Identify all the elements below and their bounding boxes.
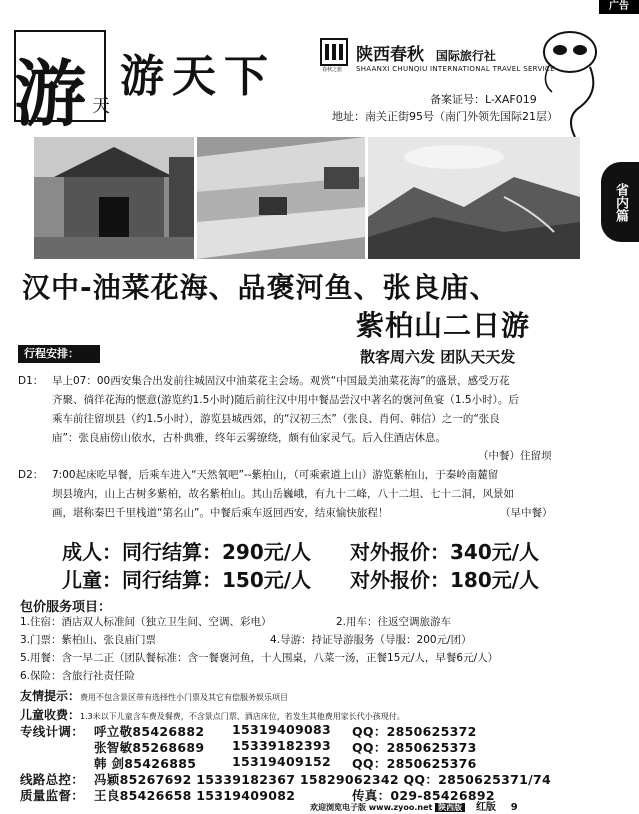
day2-line: 画，堪称秦巴千里栈道“第名山”。中餐后乘车返回西安，结束愉快旅程！ <box>52 507 389 519</box>
qc-label: 质量监督： <box>20 788 85 803</box>
child-out-price-row <box>350 564 539 593</box>
brand-title: 游天下 <box>120 51 276 102</box>
child-price-row <box>62 564 311 593</box>
planner-mobile: 15319409083 <box>232 722 331 737</box>
mask-decoration-icon <box>540 22 600 142</box>
adult-out-price: 340元/人 <box>450 540 540 564</box>
child-fee-text: 1.3米以下儿童含车费及餐费，不含景点门票、酒店床位，若发生其他费用家长代小孩现付。 <box>80 712 405 721</box>
tips-label: 友情提示： <box>20 689 81 703</box>
adult-out-label: 对外报价： <box>350 540 450 564</box>
license-number: 备案证号：L-XAF019 <box>430 93 537 106</box>
director-label: 线路总控： <box>20 772 85 787</box>
page-number: 9 <box>510 802 518 813</box>
tips-row <box>20 685 288 704</box>
logo-small-char: 天 <box>92 96 110 117</box>
agency-sub-mark: 春秋之旅 <box>322 67 343 73</box>
ad-tag: 广告 <box>599 0 639 14</box>
child-fee-row <box>20 704 405 723</box>
footer <box>310 798 518 813</box>
schedule-label: 行程安排： <box>18 345 100 363</box>
day2-meals: （早中餐） <box>500 507 553 519</box>
planner-qq: QQ：2850625373 <box>352 740 477 755</box>
agency-english-name: SHAANXI CHUNQIU INTERNATIONAL TRAVEL SERVICE <box>356 65 555 73</box>
photo-flower-fields <box>197 137 365 259</box>
agency-address: 地址：南关正街95号（南门外领先国际21层） <box>332 110 558 123</box>
agency-logo-icon <box>320 38 348 66</box>
qc-info: 王良85426658 15319409082 <box>94 788 296 803</box>
planner-name: 张智敏85268689 <box>94 740 205 755</box>
planner-qq: QQ：2850625372 <box>352 724 477 739</box>
tour-headline-line1: 汉中-油菜花海、品褒河鱼、张良庙、 <box>22 271 499 304</box>
adult-out-price-row <box>350 536 539 565</box>
day1-line: 乘车前往留坝县（约1.5小时），游览县城西郊，的“汉初三杰”（张良、肖何、韩信）之一的“张良 <box>52 413 500 425</box>
section-tab: 省内篇 <box>601 162 639 242</box>
planner-mobile: 15319409152 <box>232 754 331 769</box>
scenery-photos <box>34 137 580 259</box>
tour-headline-line2: 紫柏山二日游 <box>356 309 531 342</box>
adult-trade-price: 290元/人 <box>222 540 312 564</box>
agency-name-suffix: 国际旅行社 <box>435 49 496 63</box>
logo-calligraphy: 游 <box>14 51 83 136</box>
service-item: 6.保险：含旅行社责任险 <box>20 670 136 682</box>
adult-price-row <box>62 536 311 565</box>
service-item: 1.住宿：酒店双人标准间（独立卫生间、空调、彩电） <box>20 616 272 628</box>
service-item: 3.门票：紫柏山、张良庙门票 <box>20 634 157 646</box>
child-price-label: 儿童：同行结算： <box>62 568 222 592</box>
photo-temple-gate <box>34 137 194 259</box>
footer-welcome: 欢迎浏览电子版 www.zyoo.net <box>310 803 433 812</box>
day1-meals: （中餐）住留坝 <box>478 450 552 462</box>
planner-label: 专线计调： <box>20 724 85 739</box>
service-item: 5.用餐：含一早二正（团队餐标准：含一餐褒河鱼，十人围桌，八菜一汤，正餐15元/人，早餐6元/人） <box>20 652 499 664</box>
adult-price-label: 成人：同行结算： <box>62 540 222 564</box>
director-info: 冯颖85267692 15339182367 15829062342 QQ：2850625371/74 <box>94 772 551 787</box>
service-item: 2.用车：往返空调旅游车 <box>336 616 452 628</box>
tips-text: 费用不包含景区带有选择性小门票及其它有偿服务娱乐项目 <box>80 693 289 702</box>
agency-name-main: 陕西春秋 <box>356 45 424 65</box>
day2-line: 7:00起床吃早餐，后乘车进入“天然氧吧”--紫柏山，（可乘索道上山）游览紫柏山，于秦岭南麓留 <box>52 469 499 481</box>
planner-mobile: 15339182393 <box>232 738 331 753</box>
footer-section: 陕西版 <box>435 803 465 812</box>
planner-qq: QQ：2850625376 <box>352 756 477 771</box>
departure-info: 散客周六发 团队天天发 <box>360 348 516 366</box>
day2-line: 坝县境内，山上古树多紫柏，故名紫柏山。其山岳巍峨，有九十二峰，八十二坦、七十二洞，风景如 <box>52 488 514 500</box>
day1-line: 齐聚、徜徉花海的惬意(游览约1.5小时)随后前往汉中用中餐品尝汉中著名的褒河鱼宴（1.5小时）。后 <box>52 394 519 406</box>
child-trade-price: 150元/人 <box>222 568 312 592</box>
day1-label: D1： <box>18 375 44 387</box>
day1-line: 庙”：张良庙傍山依水，古朴典雅，终年云雾缭绕，颇有仙家灵气。后入住酒店休息。 <box>52 432 446 444</box>
day2-label: D2： <box>18 469 44 481</box>
child-out-price: 180元/人 <box>450 568 540 592</box>
day1-line: 早上07：00西安集合出发前往城固汉中油菜花主会场。观赏“中国最美油菜花海”的盛景，感受万花 <box>52 375 510 387</box>
fax: 传真：029-85426892 <box>352 788 495 803</box>
footer-edition: 红版 <box>475 802 496 813</box>
planner-name: 韩 剑85426885 <box>94 756 197 771</box>
services-title: 包价服务项目： <box>20 600 112 615</box>
service-item: 4.导游：持证导游服务（导服：200元/团） <box>270 634 472 646</box>
planner-name: 呼立敬85426882 <box>94 724 205 739</box>
child-fee-label: 儿童收费： <box>20 708 81 722</box>
child-out-label: 对外报价： <box>350 568 450 592</box>
agency-name <box>356 40 496 65</box>
photo-mountains <box>368 137 580 259</box>
